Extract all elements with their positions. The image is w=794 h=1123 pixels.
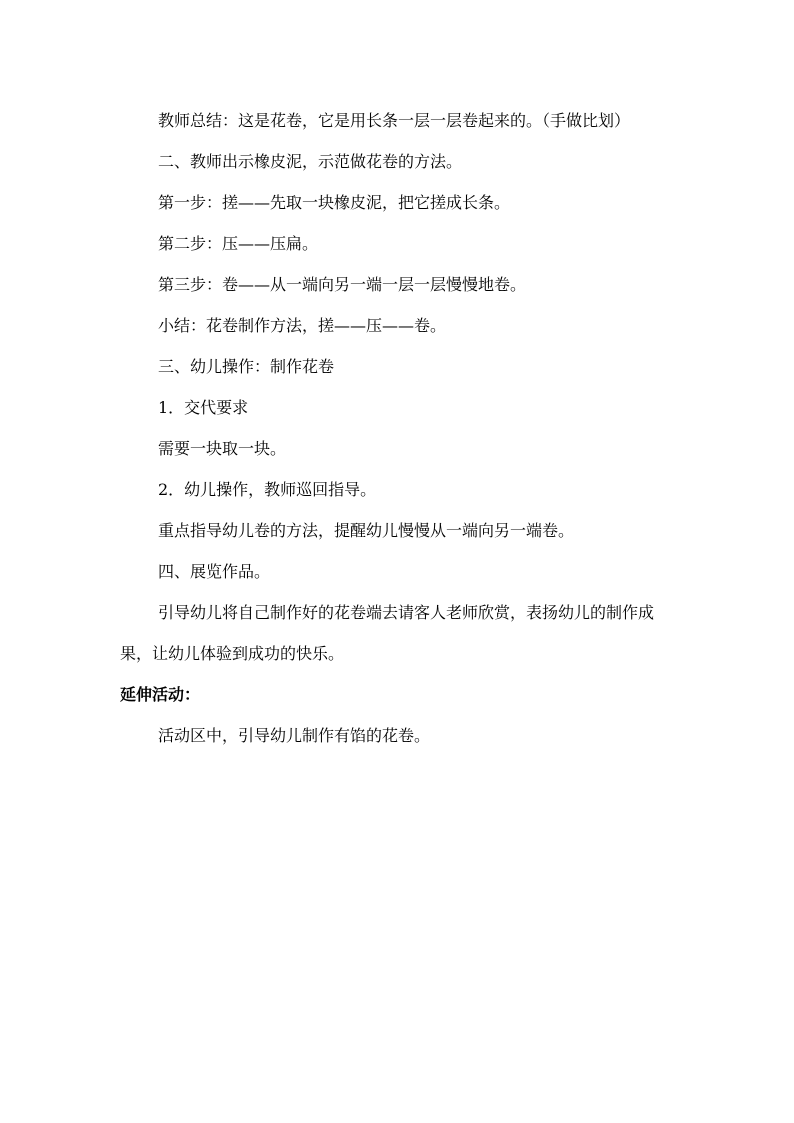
document-body bbox=[120, 100, 678, 756]
paragraph-requirement: 需要一块取一块。 bbox=[158, 439, 287, 458]
paragraph-summary: 小结：花卷制作方法，搓——压——卷。 bbox=[158, 316, 447, 335]
heading-extension-activity: 延伸活动： bbox=[120, 685, 201, 704]
paragraph-guidance: 重点指导幼儿卷的方法，提醒幼儿慢慢从一端向另一端卷。 bbox=[158, 521, 575, 540]
paragraph-extension: 活动区中，引导幼儿制作有馅的花卷。 bbox=[158, 726, 431, 745]
paragraph-item-two: 2．幼儿操作，教师巡回指导。 bbox=[158, 480, 377, 499]
paragraph-exhibition: 引导幼儿将自己制作好的花卷端去请客人老师欣赏，表扬幼儿的制作成果，让幼儿体验到成功的快乐。 bbox=[120, 603, 655, 663]
paragraph-step-one: 第一步：搓——先取一块橡皮泥，把它搓成长条。 bbox=[158, 193, 511, 212]
paragraph-item-one: 1．交代要求 bbox=[158, 398, 249, 417]
paragraph-section-three: 三、幼儿操作：制作花卷 bbox=[158, 357, 335, 376]
paragraph-teacher-summary: 教师总结：这是花卷，它是用长条一层一层卷起来的。（手做比划） bbox=[158, 111, 631, 130]
paragraph-step-three: 第三步：卷——从一端向另一端一层一层慢慢地卷。 bbox=[158, 275, 527, 294]
paragraph-step-two: 第二步：压——压扁。 bbox=[158, 234, 319, 253]
paragraph-section-two: 二、教师出示橡皮泥，示范做花卷的方法。 bbox=[158, 152, 463, 171]
paragraph-section-four: 四、展览作品。 bbox=[158, 562, 271, 581]
